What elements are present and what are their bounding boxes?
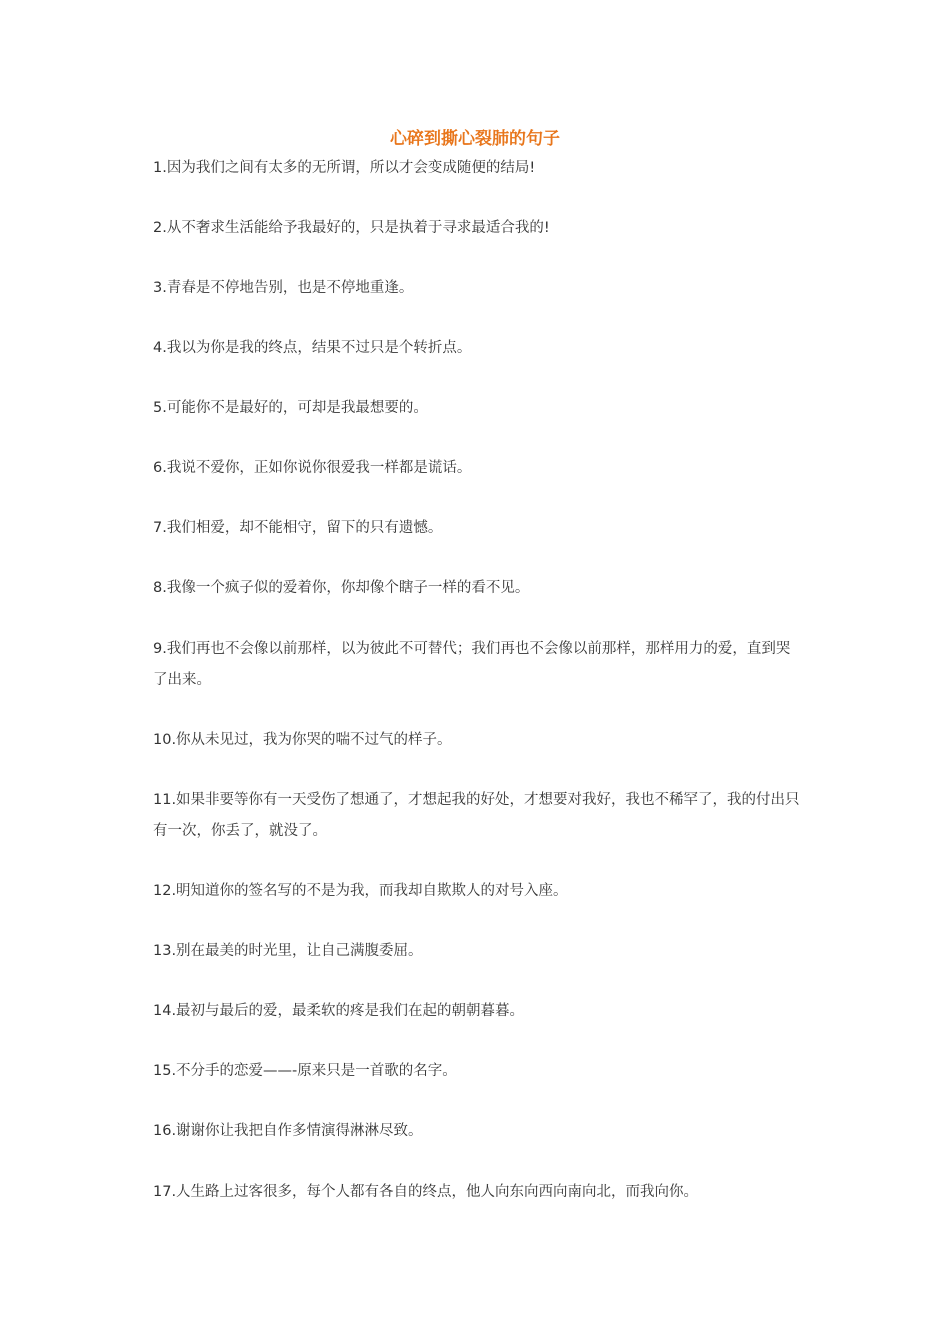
list-item: 13.别在最美的时光里，让自己满腹委屈。 xyxy=(153,943,423,959)
list-item: 10.你从未见过，我为你哭的喘不过气的样子。 xyxy=(153,732,452,748)
list-item: 5.可能你不是最好的，可却是我最想要的。 xyxy=(153,400,428,416)
list-item: 1.因为我们之间有太多的无所谓，所以才会变成随便的结局! xyxy=(153,160,536,176)
list-item: 3.青春是不停地告别，也是不停地重逢。 xyxy=(153,280,414,296)
list-item: 2.从不奢求生活能给予我最好的，只是执着于寻求最适合我的! xyxy=(153,220,550,236)
list-item: 6.我说不爱你，正如你说你很爱我一样都是谎话。 xyxy=(153,460,472,476)
list-item: 15.不分手的恋爱——-原来只是一首歌的名字。 xyxy=(153,1063,457,1079)
document-title: 心碎到撕心裂肺的句子 xyxy=(390,129,560,149)
list-item: 9.我们再也不会像以前那样，以为彼此不可替代；我们再也不会像以前那样，那样用力的爱，直到哭了出来。 xyxy=(153,641,791,688)
list-item: 8.我像一个疯子似的爱着你，你却像个瞎子一样的看不见。 xyxy=(153,580,530,596)
list-item: 14.最初与最后的爱，最柔软的疼是我们在起的朝朝暮暮。 xyxy=(153,1003,525,1019)
list-item: 17.人生路上过客很多，每个人都有各自的终点，他人向东向西向南向北，而我向你。 xyxy=(153,1184,699,1200)
list-item: 7.我们相爱，却不能相守，留下的只有遗憾。 xyxy=(153,520,443,536)
list-item: 12.明知道你的签名写的不是为我，而我却自欺欺人的对号入座。 xyxy=(153,883,568,899)
list-item: 16.谢谢你让我把自作多情演得淋淋尽致。 xyxy=(153,1123,423,1139)
list-item: 11.如果非要等你有一天受伤了想通了，才想起我的好处，才想要对我好，我也不稀罕了，我的付出只有一次，你丢了，就没了。 xyxy=(153,792,800,839)
list-item: 4.我以为你是我的终点，结果不过只是个转折点。 xyxy=(153,340,472,356)
